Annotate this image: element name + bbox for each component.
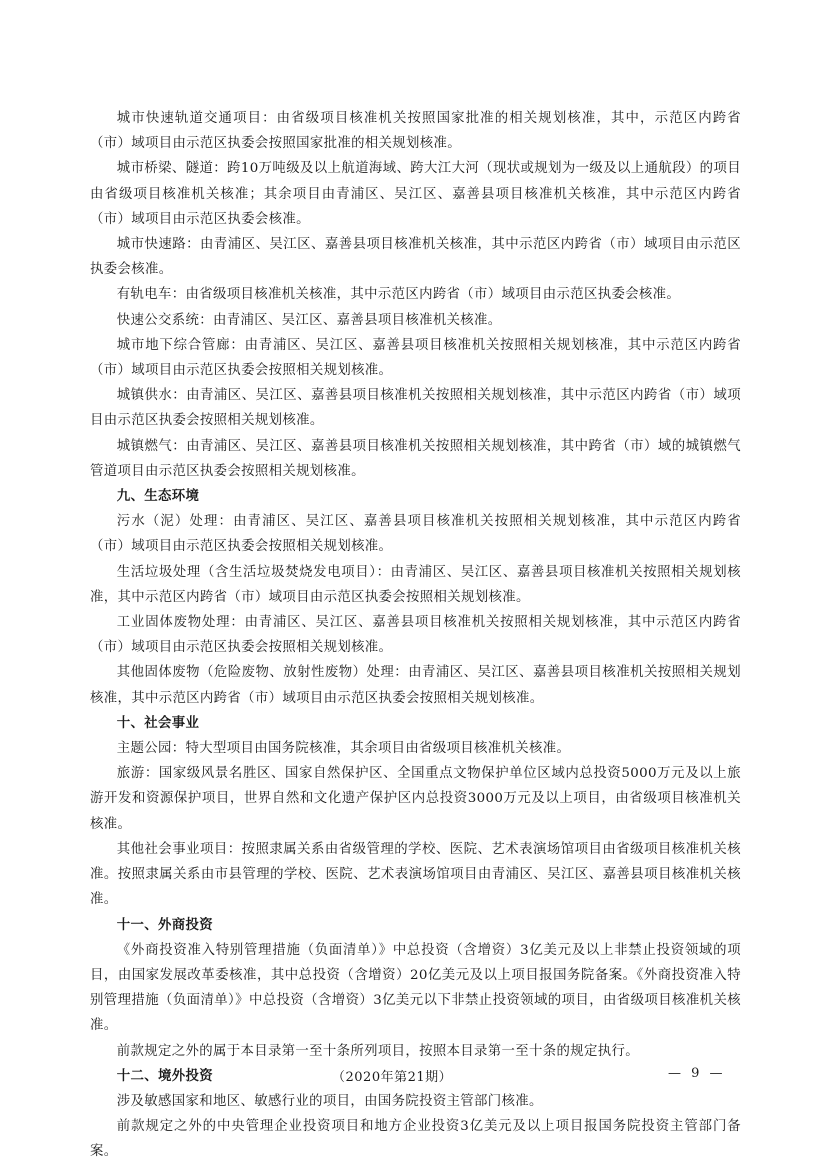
section-heading: 十一、外商投资 [116,917,213,933]
paragraph: 主题公园：特大型项目由国务院核准，其余项目由省级项目核准机关核准。 [116,741,571,757]
paragraph: 城市快速轨道交通项目：由省级项目核准机关按照国家批准的相关规划核准，其中，示范区内跨省（市）域项目由示范区执委会按照国家批准的相关规划核准。 [90,111,741,152]
paragraph: 污水（泥）处理：由青浦区、吴江区、嘉善县项目核准机关按照相关规划核准，其中示范区内跨省（市）域项目由示范区执委会按照相关规划核准。 [90,514,741,555]
paragraph: 工业固体废物处理：由青浦区、吴江区、嘉善县项目核准机关按照相关规划核准，其中示范区内跨省（市）域项目由示范区执委会按照相关规划核准。 [90,615,741,656]
paragraph: 生活垃圾处理（含生活垃圾焚烧发电项目）：由青浦区、吴江区、嘉善县项目核准机关按照相关规划核准，其中示范区内跨省（市）域项目由示范区执委会按照相关规划核准。 [90,564,741,605]
page-number: — 9 — [668,1066,726,1081]
paragraph: 其他社会事业项目：按照隶属关系由省级管理的学校、医院、艺术表演场馆项目由省级项目核准机关核准。按照隶属关系由市县管理的学校、医院、艺术表演场馆项目由青浦区、吴江区、嘉善县项目核准机关核准。 [90,841,741,908]
document-body [90,106,741,1165]
issue-label: （2020年第21期） [332,1070,453,1085]
paragraph: 快速公交系统：由青浦区、吴江区、嘉善县项目核准机关核准。 [116,312,502,328]
section-heading: 九、生态环境 [116,489,200,505]
paragraph: 《外商投资准入特别管理措施（负面清单）》中总投资（含增资）3亿美元及以上非禁止投资领域的项目，由国家发展改革委核准，其中总投资（含增资）20亿美元及以上项目报国务院备案。《外商投资准入特别管理措施（负面清单）》中总投资（含增资）3亿美元以下非禁止投资领域的项目，由省级项目核准机关核准。 [90,942,741,1034]
paragraph: 前款规定之外的属于本目录第一至十条所列项目，按照本目录第一至十条的规定执行。 [116,1043,639,1059]
page-footer [0,1066,827,1092]
paragraph: 旅游：国家级风景名胜区、国家自然保护区、全国重点文物保护单位区域内总投资5000万元及以上旅游开发和资源保护项目，世界自然和文化遗产保护区内总投资3000万元及以上项目，由省级项目核准机关核准。 [90,766,741,832]
paragraph: 城镇燃气：由青浦区、吴江区、嘉善县项目核准机关按照相关规划核准，其中跨省（市）域的城镇燃气管道项目由示范区执委会按照相关规划核准。 [90,438,741,479]
section-heading: 十二、境外投资 [116,1068,213,1084]
paragraph: 城市桥梁、隧道：跨10万吨级及以上航道海域、跨大江大河（现状或规划为一级及以上通航段）的项目由省级项目核准机关核准；其余项目由青浦区、吴江区、嘉善县项目核准机关核准，其中示范区内跨省（市）域项目由示范区执委会核准。 [90,161,741,227]
section-heading: 十、社会事业 [116,715,200,731]
paragraph: 其他固体废物（危险废物、放射性废物）处理：由青浦区、吴江区、嘉善县项目核准机关按照相关规划核准，其中示范区内跨省（市）域项目由示范区执委会按照相关规划核准。 [90,665,741,706]
paragraph: 城市地下综合管廊：由青浦区、吴江区、嘉善县项目核准机关按照相关规划核准，其中示范区内跨省（市）域项目由示范区执委会按照相关规划核准。 [90,337,741,379]
paragraph: 前款规定之外的中央管理企业投资项目和地方企业投资3亿美元及以上项目报国务院投资主管部门备案。 [90,1119,741,1160]
paragraph: 有轨电车：由省级项目核准机关核准，其中示范区内跨省（市）域项目由示范区执委会核准。 [116,287,681,303]
paragraph: 城市快速路：由青浦区、吴江区、嘉善县项目核准机关核准，其中示范区内跨省（市）域项目由示范区执委会核准。 [90,237,741,278]
paragraph: 城镇供水：由青浦区、吴江区、嘉善县项目核准机关按照相关规划核准，其中示范区内跨省（市）域项目由示范区执委会按照相关规划核准。 [90,388,741,429]
paragraph: 涉及敏感国家和地区、敏感行业的项目，由国务院投资主管部门核准。 [116,1093,543,1109]
